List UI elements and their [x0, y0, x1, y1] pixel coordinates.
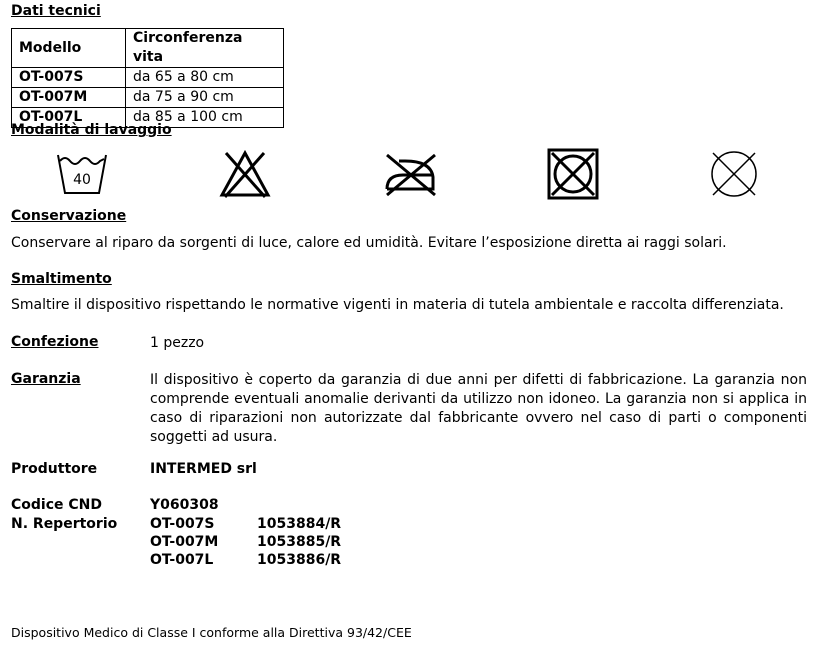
disposal-heading: Smaltimento	[11, 271, 112, 287]
footer-text: Dispositivo Medico di Classe I conforme alla Direttiva 93/42/CEE	[11, 625, 412, 640]
wash-40-icon	[55, 147, 109, 201]
repertorio-model: OT-007M	[150, 534, 219, 550]
washing-heading: Modalità di lavaggio	[11, 122, 172, 138]
cell-model: OT-007L	[12, 108, 126, 128]
column-header-model: Modello	[12, 29, 126, 68]
producer-value: INTERMED srl	[150, 461, 257, 477]
repertorio-number: 1053884/R	[257, 516, 342, 532]
cell-model: OT-007S	[12, 68, 126, 88]
column-header-waist: Circonferenza vita	[126, 29, 284, 68]
repertorio-model: OT-007S	[150, 516, 215, 532]
cell-range: da 75 a 90 cm	[126, 88, 284, 108]
cnd-value: Y060308	[150, 497, 219, 513]
table-header-row	[12, 29, 284, 68]
no-dry-clean-icon	[707, 147, 761, 201]
cnd-label: Codice CND	[11, 497, 102, 513]
no-tumble-dry-icon	[546, 147, 600, 201]
no-bleach-icon	[218, 147, 272, 201]
producer-label: Produttore	[11, 461, 98, 477]
repertorio-number: 1053885/R	[257, 534, 342, 550]
cell-range: da 85 a 100 cm	[126, 108, 284, 128]
table-row	[12, 88, 284, 108]
disposal-text: Smaltire il dispositivo rispettando le normative vigenti in materia di tutela ambientale e raccolta differenziata.	[11, 297, 784, 313]
package-heading: Confezione	[11, 334, 99, 350]
storage-heading: Conservazione	[11, 208, 127, 224]
technical-heading: Dati tecnici	[11, 3, 101, 19]
repertorio-model: OT-007L	[150, 552, 214, 568]
repertorio-number: 1053886/R	[257, 552, 342, 568]
warranty-heading: Garanzia	[11, 371, 81, 387]
storage-text: Conservare al riparo da sorgenti di luce, calore ed umidità. Evitare l’esposizione diretta ai raggi solari.	[11, 235, 727, 251]
warranty-text: Il dispositivo è coperto da garanzia di due anni per difetti di fabbricazione. La garanzia non comprende eventuali anomalie derivanti da utilizzo non idoneo. La garanzia non si applica in caso di riparazioni non autorizzate dal fabbricante ovvero nel caso di parti o componenti soggetti ad usura.	[150, 372, 807, 445]
cell-range: da 65 a 80 cm	[126, 68, 284, 88]
table-row	[12, 68, 284, 88]
technical-table	[11, 28, 284, 128]
package-value: 1 pezzo	[150, 335, 205, 351]
repertorio-label: N. Repertorio	[11, 516, 118, 532]
wash-temp-label: 40	[73, 172, 91, 188]
cell-model: OT-007M	[12, 88, 126, 108]
no-iron-icon	[383, 147, 437, 201]
